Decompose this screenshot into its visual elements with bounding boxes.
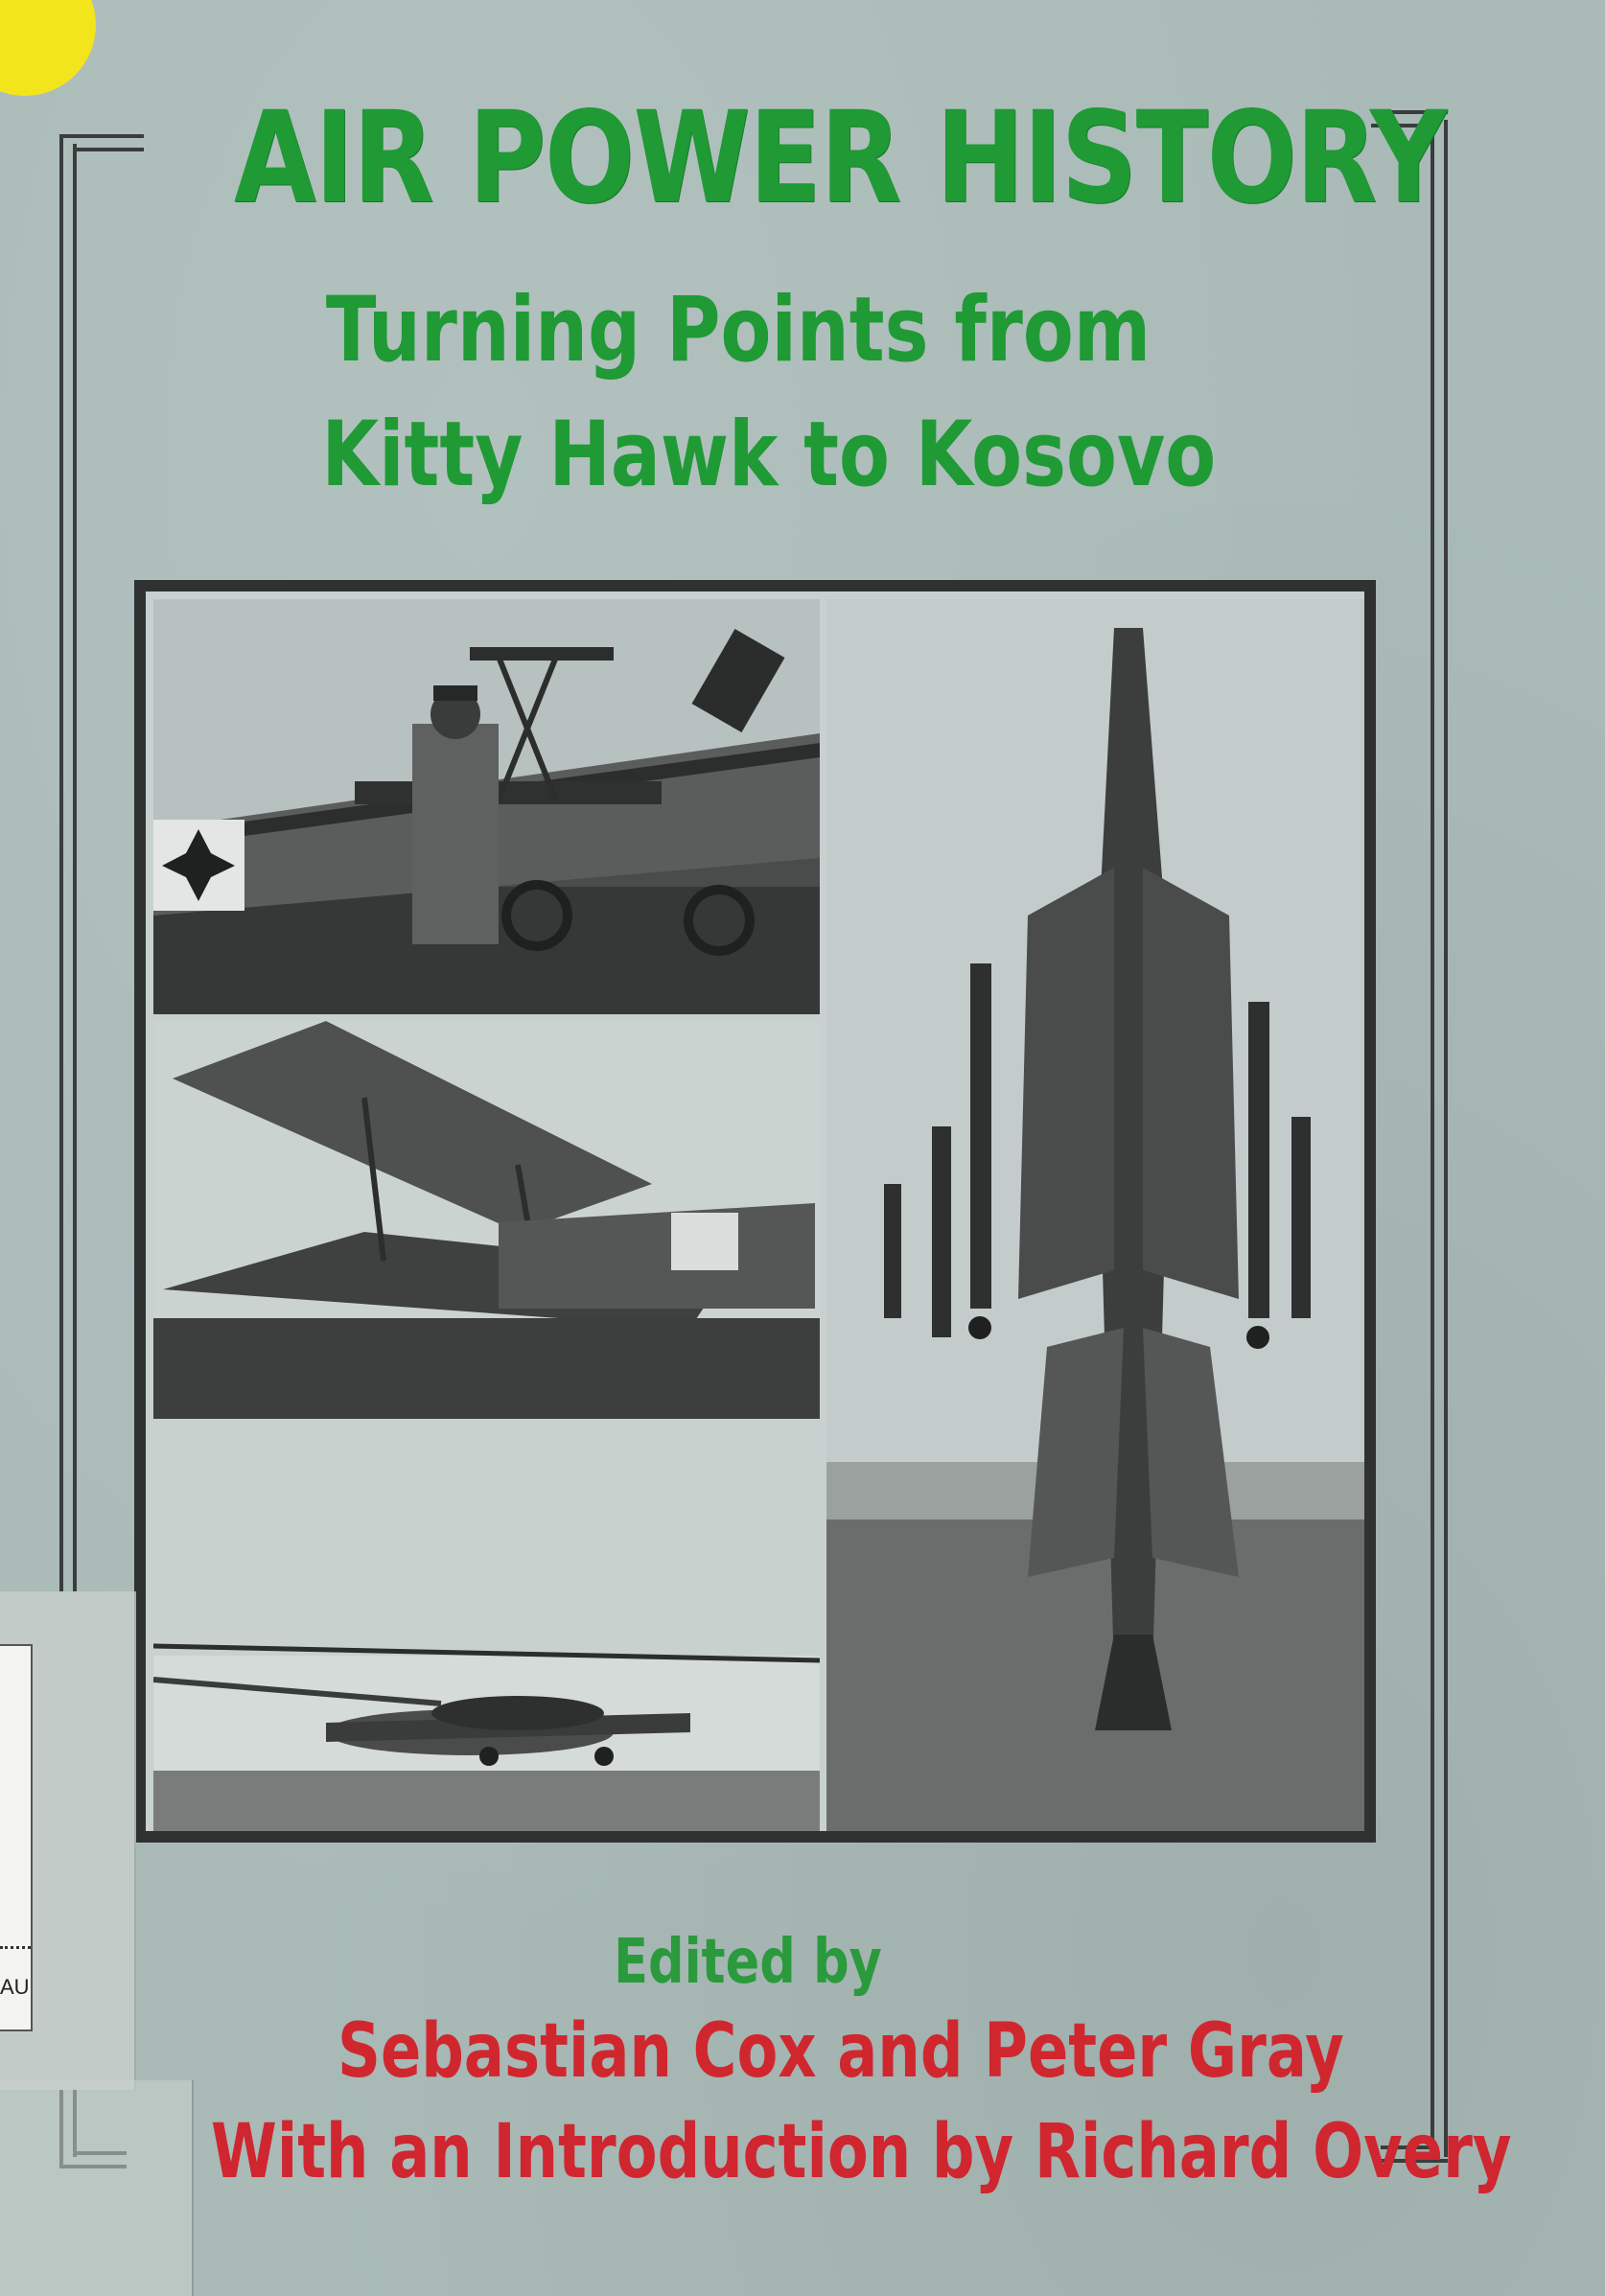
tape-strip	[0, 2080, 194, 2296]
introduction-credit: With an Introduction by Richard Overy	[211, 2109, 1512, 2195]
photo-biplane	[153, 1021, 820, 1419]
book-title: AIR POWER HISTORY	[234, 84, 1446, 232]
photo-jet-runway	[153, 1426, 820, 1835]
library-label-dots	[0, 1946, 31, 1949]
photo-pilot-triplane	[153, 599, 820, 1014]
photo-collage	[134, 580, 1376, 1843]
editors-names: Sebastian Cox and Peter Gray	[337, 2008, 1344, 2095]
yellow-sticker	[0, 0, 96, 96]
library-label-text: AU	[0, 1975, 30, 1999]
photo-jet-fighter	[826, 599, 1368, 1835]
library-label	[0, 1644, 33, 2031]
book-subtitle-line-2: Kitty Hawk to Kosovo	[321, 403, 1217, 507]
edited-by-label: Edited by	[614, 1927, 882, 1998]
book-subtitle-line-1: Turning Points from	[325, 278, 1151, 383]
